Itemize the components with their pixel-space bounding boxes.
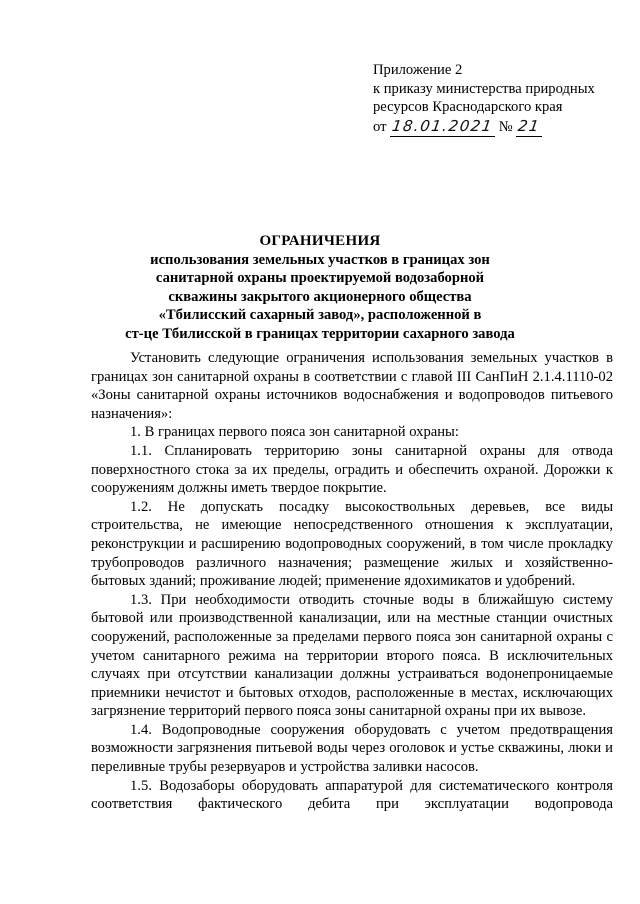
date-field — [390, 117, 495, 138]
appendix-date-line — [373, 117, 635, 138]
clause-1-1: 1.1. Спланировать территорию зоны санитарной охраны для отвода поверхностного стока за их пределы, оградить и обеспечить охраной. Дорожки к сооружениям должны иметь твердое покрытие. — [91, 442, 613, 497]
title-line-3: скважины закрытого акционерного общества — [168, 288, 472, 305]
appendix-line-2: к приказу министерства природных — [373, 80, 595, 97]
handwritten-number: 21 — [517, 116, 542, 135]
title-line-1: использования земельных участков в границах зон — [150, 251, 490, 268]
appendix-block — [373, 61, 635, 137]
intro-paragraph: Установить следующие ограничения использования земельных участков в границах зон санитарной охраны в соответствии с главой III СанПиН 2.1.4.1110-02 «Зоны санитарной охраны источников водоснабжения и водопроводов питьевого назначения»: — [91, 350, 613, 422]
appendix-line-3: ресурсов Краснодарского края — [373, 99, 563, 115]
handwritten-date: 18.01.2021 — [390, 116, 495, 135]
document-title — [92, 232, 548, 344]
title-line-2: санитарной охраны проектируемой водозаборной — [155, 270, 485, 287]
number-field — [516, 117, 542, 138]
clause-1-5: 1.5. Водозаборы оборудовать аппаратурой для систематического контроля соответствия фактического дебита при эксплуатации водопровода — [91, 777, 613, 813]
appendix-line-1: Приложение 2 — [373, 62, 463, 78]
section-1-heading: 1. В границах первого пояса зон санитарной охраны: — [130, 424, 459, 441]
clause-1-3: 1.3. При необходимости отводить сточные воды в ближайшую систему бытовой или производственной канализации, или на местные станции очистных сооружений, расположенные за пределами первого пояса зон санитарной охраны с учетом санитарного режима на территории второго пояса. В исключительных случаях при отсутствии канализации должны устраиваться водонепроницаемые приемники нечистот и бытовых отходов, расположенные в местах, исключающих загрязнение территорий первого пояса зоны санитарной охраны при их вывозе. — [91, 591, 613, 720]
date-prefix: от — [373, 118, 387, 135]
document-body — [91, 349, 613, 814]
clause-1-4: 1.4. Водопроводные сооружения оборудовать с учетом предотвращения возможности загрязнения питьевой воды через оголовок и устье скважины, люки и переливные трубы резервуаров и устройства заливки насосов. — [91, 721, 613, 776]
number-prefix: № — [498, 118, 513, 135]
clause-1-2: 1.2. Не допускать посадку высокоствольных деревьев, все виды строительства, не имеющие непосредственного отношения к эксплуатации, реконструкции и расширению водопроводных сооружений, в том числе прокладку трубопроводов различного назначения; размещение жилых и хозяйственно-бытовых зданий; проживание людей; применение ядохимикатов и удобрений. — [91, 498, 613, 590]
title-heading: ОГРАНИЧЕНИЯ — [259, 233, 381, 249]
title-line-4: «Тбилисский сахарный завод», расположенной в — [158, 307, 482, 324]
title-line-5: ст-це Тбилисской в границах территории сахарного завода — [125, 325, 515, 342]
